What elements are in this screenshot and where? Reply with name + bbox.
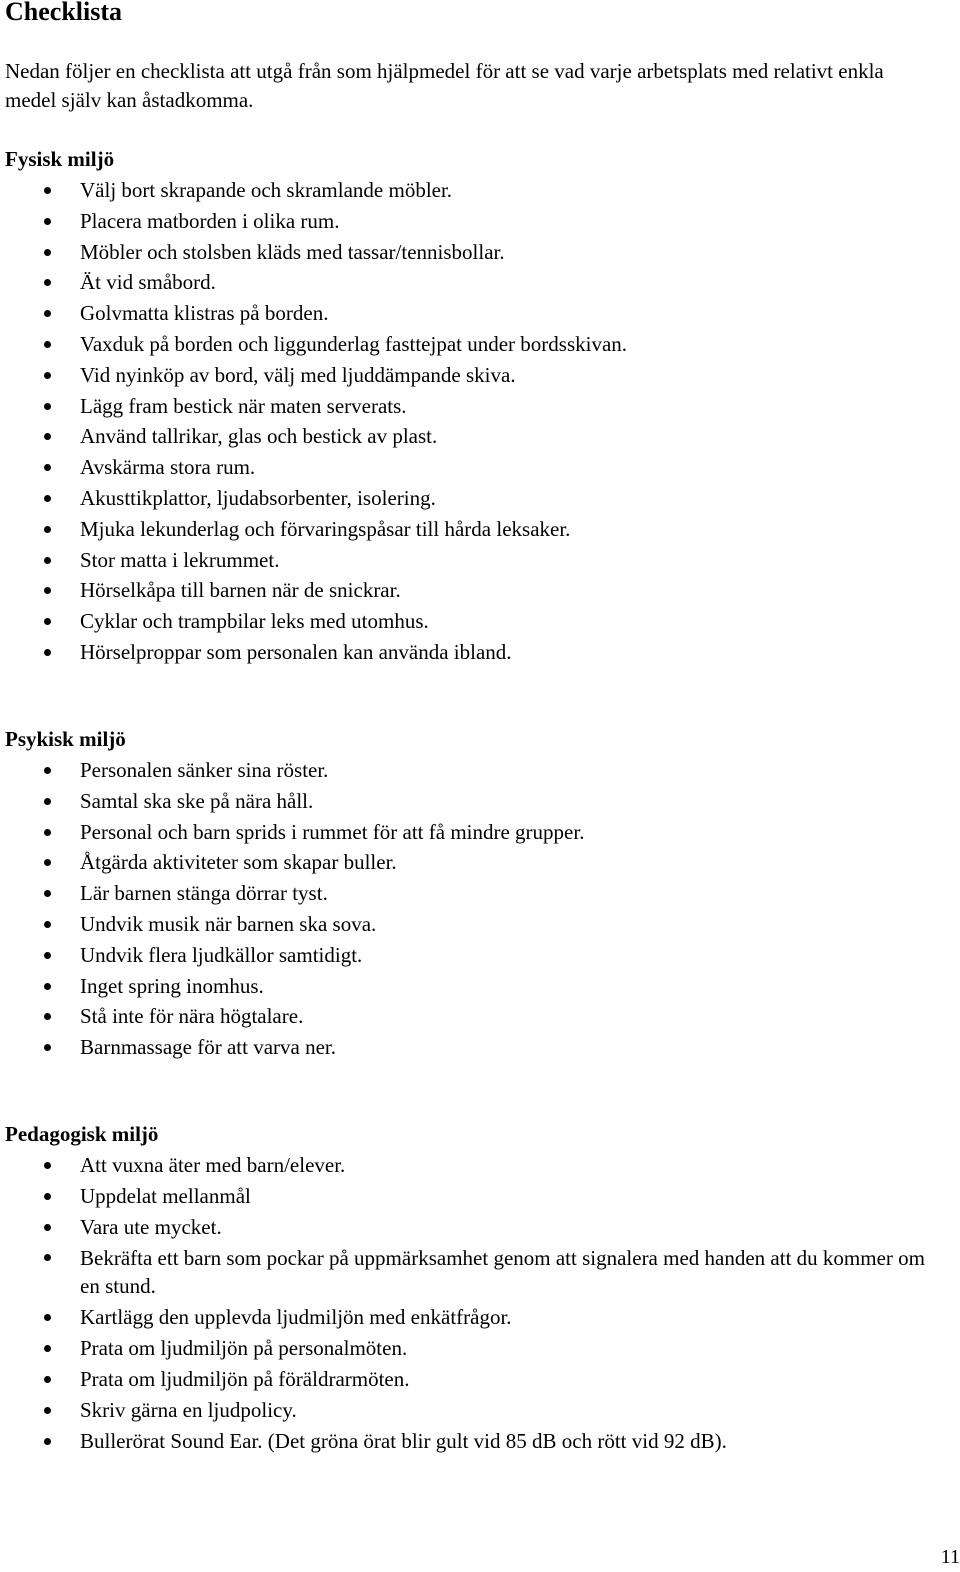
list-item bbox=[0, 1212, 960, 1243]
bullet-icon bbox=[44, 767, 51, 774]
list-item bbox=[0, 1150, 960, 1181]
list-item-text: Cyklar och trampbilar leks med utomhus. bbox=[80, 609, 429, 634]
list-item-text: Undvik flera ljudkällor samtidigt. bbox=[80, 942, 363, 967]
bullet-icon bbox=[44, 218, 51, 225]
bullet-icon bbox=[44, 1345, 51, 1352]
bullet-icon bbox=[44, 526, 51, 533]
bullet-icon bbox=[44, 983, 51, 990]
list-item bbox=[0, 514, 960, 545]
section-psykisk-miljo bbox=[0, 724, 960, 1063]
list-item-text: Prata om ljudmiljön på personalmöten. bbox=[80, 1336, 408, 1361]
bullet-icon bbox=[44, 1407, 51, 1414]
list-item bbox=[0, 817, 960, 848]
list-item bbox=[0, 1032, 960, 1063]
list-item-text: Åtgärda aktiviteter som skapar buller. bbox=[80, 850, 397, 875]
list-item bbox=[0, 391, 960, 422]
bullet-icon bbox=[44, 372, 51, 379]
bullet-icon bbox=[44, 829, 51, 836]
section-heading: Fysisk miljö bbox=[5, 147, 115, 171]
bullet-icon bbox=[44, 341, 51, 348]
list-item bbox=[0, 329, 960, 360]
bullet-icon bbox=[44, 1438, 51, 1445]
list-item bbox=[0, 421, 960, 452]
list-item bbox=[0, 298, 960, 329]
list-item bbox=[0, 452, 960, 483]
list-item bbox=[0, 1333, 960, 1364]
list-item-text: Undvik musik när barnen ska sova. bbox=[80, 911, 377, 936]
list-item-text: Avskärma stora rum. bbox=[80, 455, 256, 480]
list-item bbox=[0, 175, 960, 206]
bullet-icon bbox=[44, 495, 51, 502]
list-item bbox=[0, 545, 960, 576]
list-item-text: Barnmassage för att varva ner. bbox=[80, 1035, 336, 1060]
list-item-text: Möbler och stolsben kläds med tassar/tennisbollar. bbox=[80, 239, 505, 264]
bullet-icon bbox=[44, 649, 51, 656]
bullet-icon bbox=[44, 1162, 51, 1169]
bullet-icon bbox=[44, 1013, 51, 1020]
list-item-text: Stå inte för nära högtalare. bbox=[80, 1004, 304, 1029]
list-item bbox=[0, 878, 960, 909]
list-item-text: Bullerörat Sound Ear. (Det gröna örat blir gult vid 85 dB och rött vid 92 dB). bbox=[80, 1428, 727, 1453]
list-item-text: Inget spring inomhus. bbox=[80, 973, 264, 998]
list-item bbox=[0, 1364, 960, 1395]
bullet-icon bbox=[44, 279, 51, 286]
bullet-icon bbox=[44, 859, 51, 866]
bullet-icon bbox=[44, 1224, 51, 1231]
page-title: Checklista bbox=[5, 0, 122, 26]
list-item bbox=[0, 1181, 960, 1212]
bullet-icon bbox=[44, 618, 51, 625]
list-item bbox=[0, 360, 960, 391]
list-item-text: Akusttikplattor, ljudabsorbenter, isolering. bbox=[80, 485, 436, 510]
list-item-text: Prata om ljudmiljön på föräldrarmöten. bbox=[80, 1366, 410, 1391]
list-item bbox=[0, 606, 960, 637]
list-item-text: Välj bort skrapande och skramlande möbler. bbox=[80, 178, 453, 202]
list-item bbox=[0, 786, 960, 817]
list-item-text: Bekräfta ett barn som pockar på uppmärksamhet genom att signalera med handen att du kommer om en stund. bbox=[80, 1246, 925, 1299]
list-item-text: Att vuxna äter med barn/elever. bbox=[80, 1153, 346, 1177]
bullet-icon bbox=[44, 464, 51, 471]
list-item bbox=[0, 971, 960, 1002]
checklist bbox=[0, 175, 960, 668]
list-item bbox=[0, 1302, 960, 1333]
bullet-icon bbox=[44, 557, 51, 564]
list-item-text: Hörselproppar som personalen kan använda ibland. bbox=[80, 639, 512, 664]
list-item-text: Ät vid småbord. bbox=[80, 270, 216, 295]
checklist bbox=[0, 755, 960, 1063]
list-item-text: Vid nyinköp av bord, välj med ljuddämpande skiva. bbox=[80, 362, 516, 387]
list-item bbox=[0, 1242, 960, 1302]
list-item-text: Golvmatta klistras på borden. bbox=[80, 301, 329, 326]
list-item-text: Stor matta i lekrummet. bbox=[80, 547, 280, 572]
list-item-text: Samtal ska ske på nära håll. bbox=[80, 788, 314, 813]
list-item bbox=[0, 755, 960, 786]
bullet-icon bbox=[44, 1314, 51, 1321]
list-item-text: Skriv gärna en ljudpolicy. bbox=[80, 1397, 297, 1422]
list-item-text: Använd tallrikar, glas och bestick av plast. bbox=[80, 424, 438, 449]
list-item bbox=[0, 1426, 960, 1457]
list-item-text: Mjuka lekunderlag och förvaringspåsar till hårda leksaker. bbox=[80, 516, 571, 541]
bullet-icon bbox=[44, 433, 51, 440]
section-heading: Psykisk miljö bbox=[5, 727, 126, 751]
list-item-text: Lägg fram bestick när maten serverats. bbox=[80, 393, 407, 418]
bullet-icon bbox=[44, 890, 51, 897]
bullet-icon bbox=[44, 1254, 51, 1261]
bullet-icon bbox=[44, 1044, 51, 1051]
list-item-text: Vaxduk på borden och liggunderlag fasttejpat under bordsskivan. bbox=[80, 331, 628, 356]
bullet-icon bbox=[44, 403, 51, 410]
bullet-icon bbox=[44, 587, 51, 594]
bullet-icon bbox=[44, 1376, 51, 1383]
intro-paragraph: Nedan följer en checklista att utgå från som hjälpmedel för att se vad varje arbetsplats med relativt enkla medel själv kan åstadkomma. bbox=[5, 59, 884, 112]
list-item bbox=[0, 1395, 960, 1426]
checklist bbox=[0, 1150, 960, 1456]
list-item bbox=[0, 237, 960, 268]
section-heading: Pedagogisk miljö bbox=[5, 1122, 159, 1146]
list-item bbox=[0, 847, 960, 878]
bullet-icon bbox=[44, 1193, 51, 1200]
list-item bbox=[0, 206, 960, 237]
page-number: 11 bbox=[940, 1546, 960, 1568]
section-pedagogisk-miljo bbox=[0, 1119, 960, 1456]
list-item-text: Vara ute mycket. bbox=[80, 1214, 222, 1239]
list-item-text: Placera matborden i olika rum. bbox=[80, 208, 340, 233]
list-item bbox=[0, 483, 960, 514]
list-item bbox=[0, 909, 960, 940]
list-item bbox=[0, 575, 960, 606]
section-fysisk-miljo bbox=[0, 144, 960, 668]
list-item bbox=[0, 1001, 960, 1032]
bullet-icon bbox=[44, 249, 51, 256]
list-item bbox=[0, 637, 960, 668]
bullet-icon bbox=[44, 798, 51, 805]
bullet-icon bbox=[44, 952, 51, 959]
bullet-icon bbox=[44, 310, 51, 317]
list-item bbox=[0, 267, 960, 298]
list-item-text: Hörselkåpa till barnen när de snickrar. bbox=[80, 578, 401, 603]
list-item bbox=[0, 940, 960, 971]
list-item-text: Kartlägg den upplevda ljudmiljön med enkätfrågor. bbox=[80, 1305, 512, 1330]
list-item-text: Lär barnen stänga dörrar tyst. bbox=[80, 881, 328, 906]
list-item-text: Personal och barn sprids i rummet för att få mindre grupper. bbox=[80, 819, 585, 844]
list-item-text: Personalen sänker sina röster. bbox=[80, 758, 329, 782]
list-item-text: Uppdelat mellanmål bbox=[80, 1183, 251, 1208]
bullet-icon bbox=[44, 187, 51, 194]
bullet-icon bbox=[44, 921, 51, 928]
